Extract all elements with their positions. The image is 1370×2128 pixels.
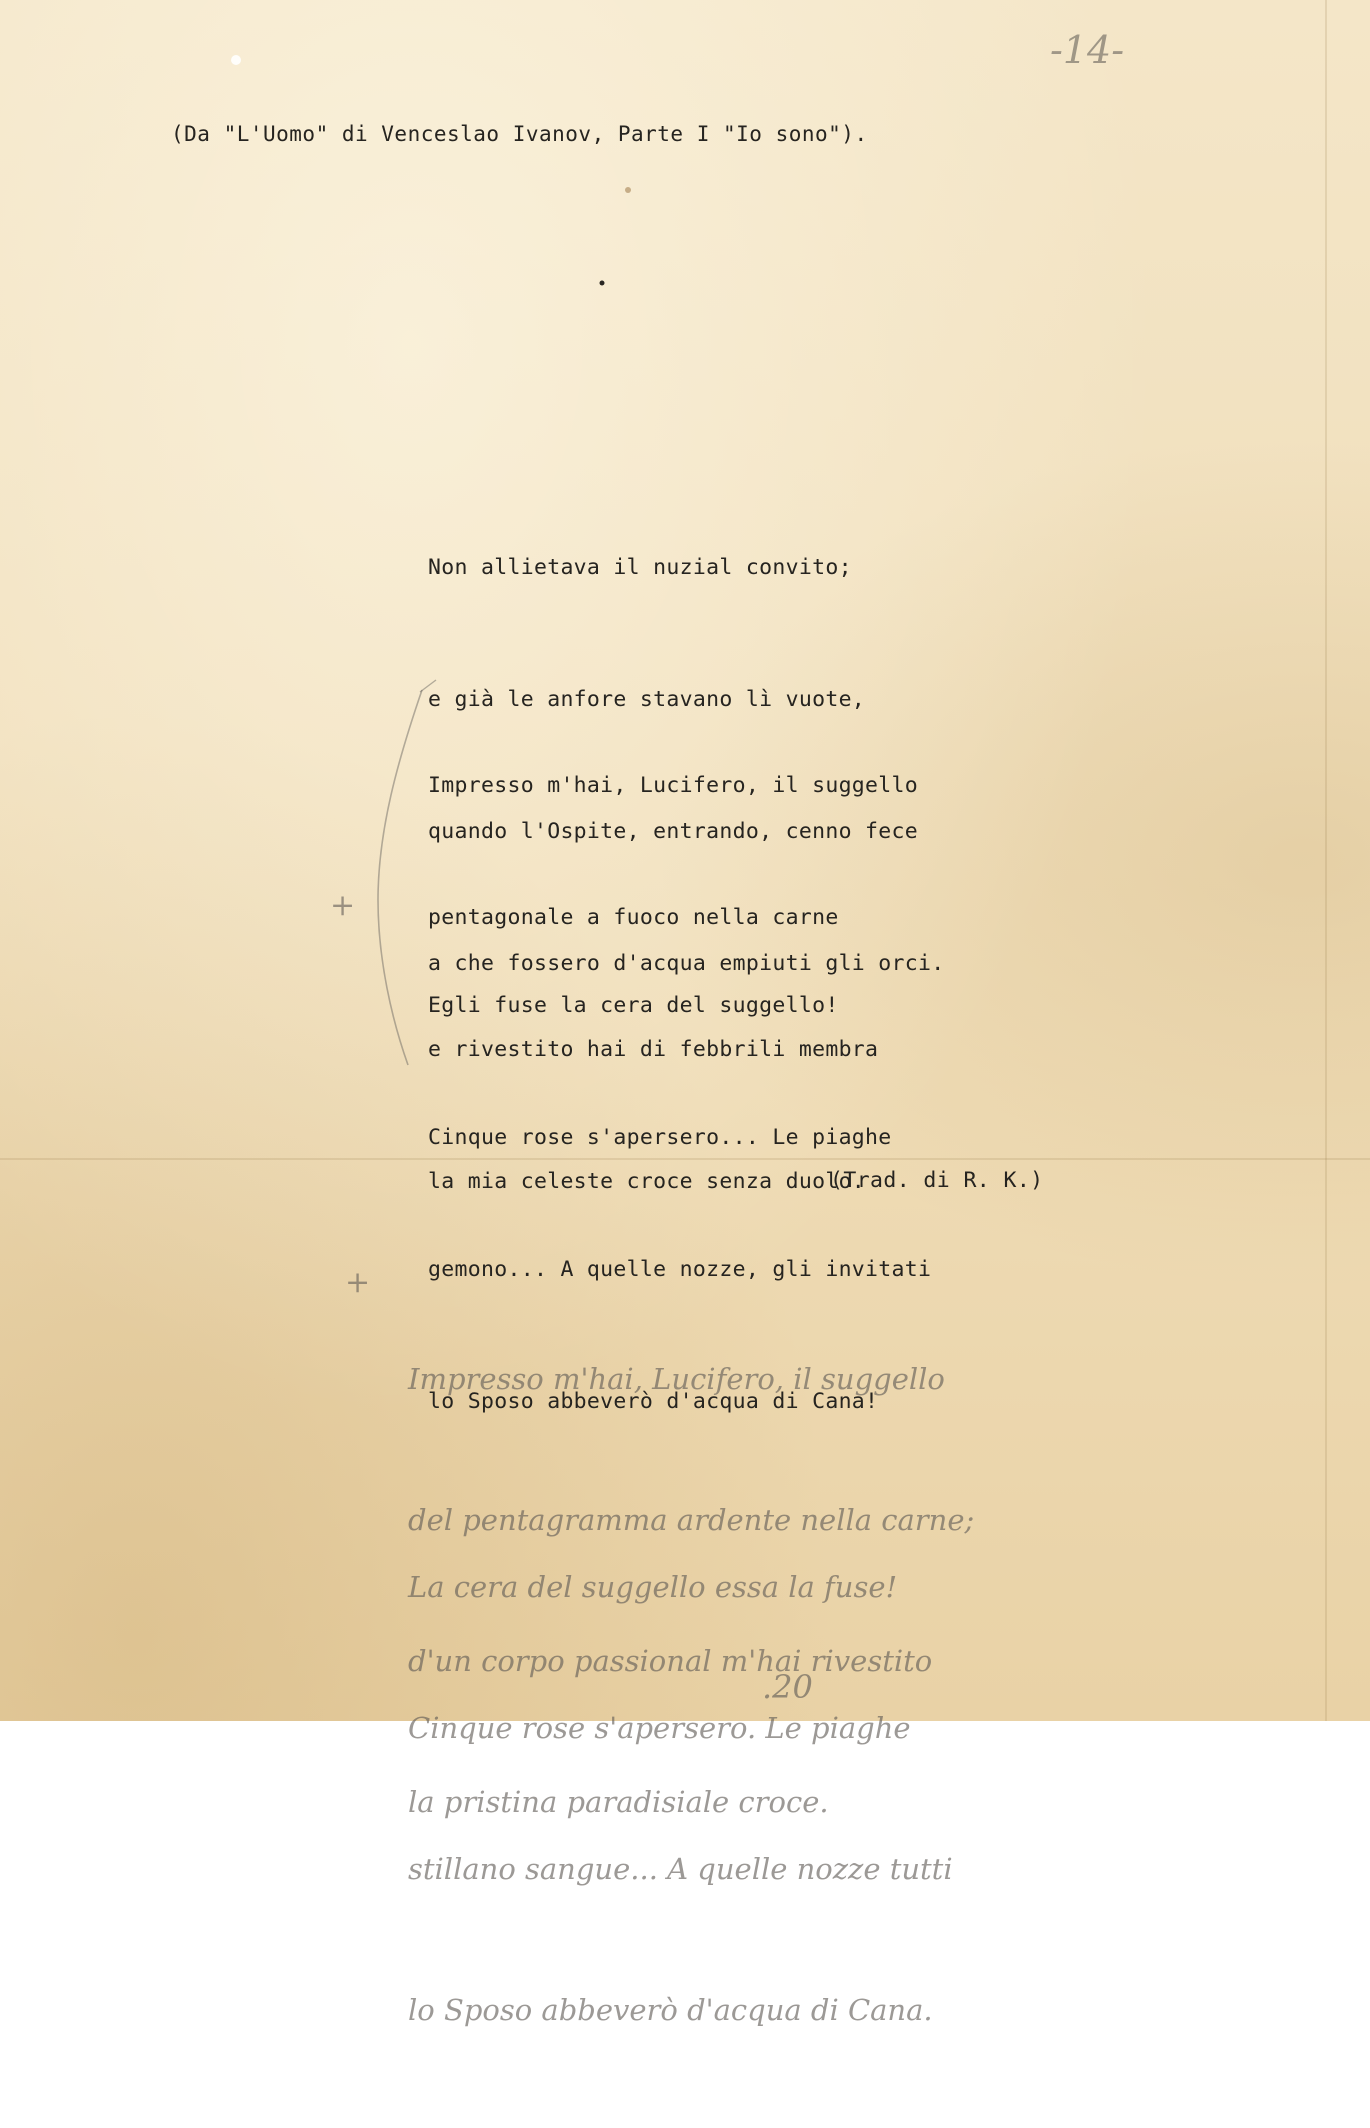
pencil-line: la pristina paradisiale croce. xyxy=(408,1785,829,1819)
poem-line: e già le anfore stavano lì vuote, xyxy=(428,687,866,712)
poem-line: la mia celeste croce senza duolo. xyxy=(428,1169,866,1194)
source-heading: (Da "L'Uomo" di Venceslao Ivanov, Parte I "Io sono"). xyxy=(171,122,868,146)
poem-line: lo Sposo abbeverò d'acqua di Cana! xyxy=(428,1389,879,1414)
poem-line: quando l'Ospite, entrando, cenno fece xyxy=(428,819,919,844)
poem-line: a che fossero d'acqua empiuti gli orci. xyxy=(428,951,945,976)
pencil-line: Impresso m'hai, Lucifero, il suggello xyxy=(408,1362,945,1396)
pencil-cross-mark: + xyxy=(345,1265,371,1300)
pencil-revision-stanza-b xyxy=(408,1470,953,2128)
pencil-line: lo Sposo abbeverò d'acqua di Cana. xyxy=(408,1993,933,2027)
pencil-line: Cinque rose s'apersero. Le piaghe xyxy=(408,1711,911,1745)
poem-line: Impresso m'hai, Lucifero, il suggello xyxy=(428,773,919,798)
poem-line: Cinque rose s'apersero... Le piaghe xyxy=(428,1125,892,1150)
poem-line: gemono... A quelle nozze, gli invitati xyxy=(428,1257,932,1282)
poem-line: Egli fuse la cera del suggello! xyxy=(428,993,839,1018)
pencil-line: d'un corpo passional m'hai rivestito xyxy=(408,1644,933,1678)
pencil-line: del pentagramma ardente nella carne; xyxy=(408,1503,975,1537)
pencil-line: La cera del suggello essa la fuse! xyxy=(408,1570,898,1604)
page-mark: -14- xyxy=(1050,28,1125,72)
poem-line: pentagonale a fuoco nella carne xyxy=(428,905,839,930)
poem-line: e rivestito hai di febbrili membra xyxy=(428,1037,879,1062)
pencil-line: stillano sangue... A quelle nozze tutti xyxy=(408,1852,953,1886)
folio-number: .20 xyxy=(762,1668,813,1706)
poem-line: Non allietava il nuzial convito; xyxy=(428,555,852,580)
translation-credit: (Trad. di R. K.) xyxy=(830,1168,1044,1193)
margin-cross-mark: + xyxy=(330,888,356,923)
